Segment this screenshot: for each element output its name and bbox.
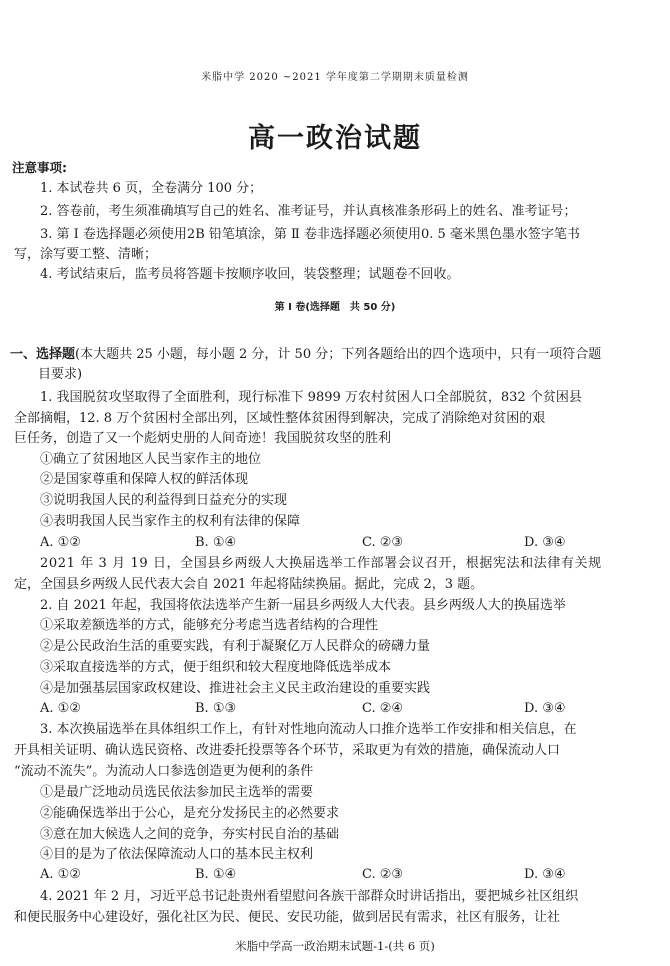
notice-item-continuation: 写，涂写要工整、清晰；	[14, 247, 158, 262]
q1-stem: 全部摘帽，12. 8 万个贫困村全部出列，区域性整体贫困得到解决，完成了消除绝对贫困的艰	[14, 411, 546, 426]
q1-option-d: D. ③④	[524, 535, 566, 550]
page-footer: 米脂中学高一政治期末试题-1-(共 6 页)	[235, 939, 435, 953]
q4-stem: 和便民服务中心建设好，强化社区为民、便民、安民功能，做到居民有需求，社区有服务，让社	[14, 910, 561, 925]
q2-option-b: B. ①③	[195, 701, 237, 716]
q1-stem: 巨任务，创造了又一个彪炳史册的人间奇迹！我国脱贫攻坚的胜利	[14, 431, 392, 446]
exam-title: 高一政治试题	[248, 123, 422, 154]
school-exam-header: 米脂中学 2020 ~2021 学年度第二学期期末质量检测	[201, 72, 469, 83]
section-instructions-continuation: 目要求)	[38, 367, 83, 382]
notice-item: 3. 第 Ⅰ 卷选择题必须使用2B 铅笔填涂，第 Ⅱ 卷非选择题必须使用0. 5 毫米黑色墨水签字笔书	[40, 227, 580, 242]
section-label: 一、选择题	[10, 347, 76, 362]
q2-statement: ②是公民政治生活的重要实践，有利于凝聚亿万人民群众的磅礴力量	[40, 639, 431, 654]
q2-option-c: C. ②④	[362, 701, 404, 716]
q3-option-a: A. ①②	[40, 867, 81, 882]
q3-stem: 开具相关证明、确认选民资格、改进委托投票等各个环节，采取更为有效的措施，确保流动人口	[14, 743, 561, 758]
q3-stem: “流动不流失”。为流动人口参选创造更为便利的条件	[14, 764, 314, 779]
q3-option-d: D. ③④	[524, 867, 566, 882]
q2-statement: ①采取差额选举的方式，能够充分考虑当选者结构的合理性	[40, 618, 379, 633]
section-instructions-text: (本大题共 25 小题，每小题 2 分，计 50 分；下列各题给出的四个选项中，只有一项符合题	[75, 347, 602, 362]
q1-option-a: A. ①②	[40, 535, 81, 550]
q1-statement: ④表明我国人民当家作主的权利有法律的保障	[40, 514, 301, 529]
q2-statement: ④是加强基层国家政权建设、推进社会主义民主政治建设的重要实践	[40, 681, 431, 696]
q3-option-c: C. ②③	[362, 867, 404, 882]
q2-stem: 2. 自 2021 年起，我国将依法选举产生新一届县乡两级人大代表。县乡两级人大的换届选举	[40, 598, 566, 613]
notice-item: 4. 考试结束后，监考员将答题卡按顺序收回，装袋整理；试题卷不回收。	[40, 267, 460, 282]
q1-statement: ③说明我国人民的利益得到日益充分的实现	[40, 493, 288, 508]
q1-statement: ②是国家尊重和保障人权的鲜活体现	[40, 472, 249, 487]
q1-statement: ①确立了贫困地区人民当家作主的地位	[40, 452, 262, 467]
q2-option-a: A. ①②	[40, 701, 81, 716]
q1-option-c: C. ②③	[362, 535, 404, 550]
q1-stem: 1. 我国脱贫攻坚取得了全面胜利，现行标准下 9899 万农村贫困人口全部脱贫，832 个贫困县	[40, 390, 582, 405]
q1-option-b: B. ①④	[195, 535, 237, 550]
q3-stem: 3. 本次换届选举在具体组织工作上，有针对性地向流动人口推介选举工作安排和相关信息，在	[40, 722, 577, 737]
notice-item: 1. 本试卷共 6 页，全卷满分 100 分；	[40, 181, 263, 196]
material-text: 定，全国县乡两级人民代表大会自 2021 年起将陆续换届。据此，完成 2，3 题。	[14, 577, 484, 592]
q2-option-d: D. ③④	[524, 701, 566, 716]
q3-option-b: B. ①④	[195, 867, 237, 882]
q3-statement: ①是最广泛地动员选民依法参加民主选举的需要	[40, 785, 314, 800]
section-instructions	[10, 346, 601, 364]
section-title: 第 Ⅰ 卷(选择题 共 50 分)	[274, 302, 396, 313]
q3-statement: ②能确保选举出于公心，是充分发扬民主的必然要求	[40, 806, 340, 821]
notice-heading: 注意事项:	[12, 160, 67, 175]
q2-statement: ③采取直接选举的方式，便于组织和较大程度地降低选举成本	[40, 660, 392, 675]
notice-item: 2. 答卷前，考生须准确填写自己的姓名、准考证号，并认真核准条形码上的姓名、准考证号；	[40, 204, 577, 219]
q4-stem: 4. 2021 年 2 月，习近平总书记赴贵州看望慰问各族干部群众时讲话指出，要把城乡社区组织	[40, 889, 579, 904]
material-text: 2021 年 3 月 19 日，全国县乡两级人大换届选举工作部署会议召开，根据宪法和法律有关规	[40, 556, 602, 571]
q3-statement: ③意在加大候选人之间的竞争，夯实村民自治的基础	[40, 827, 340, 842]
q3-statement: ④目的是为了依法保障流动人口的基本民主权利	[40, 847, 314, 862]
